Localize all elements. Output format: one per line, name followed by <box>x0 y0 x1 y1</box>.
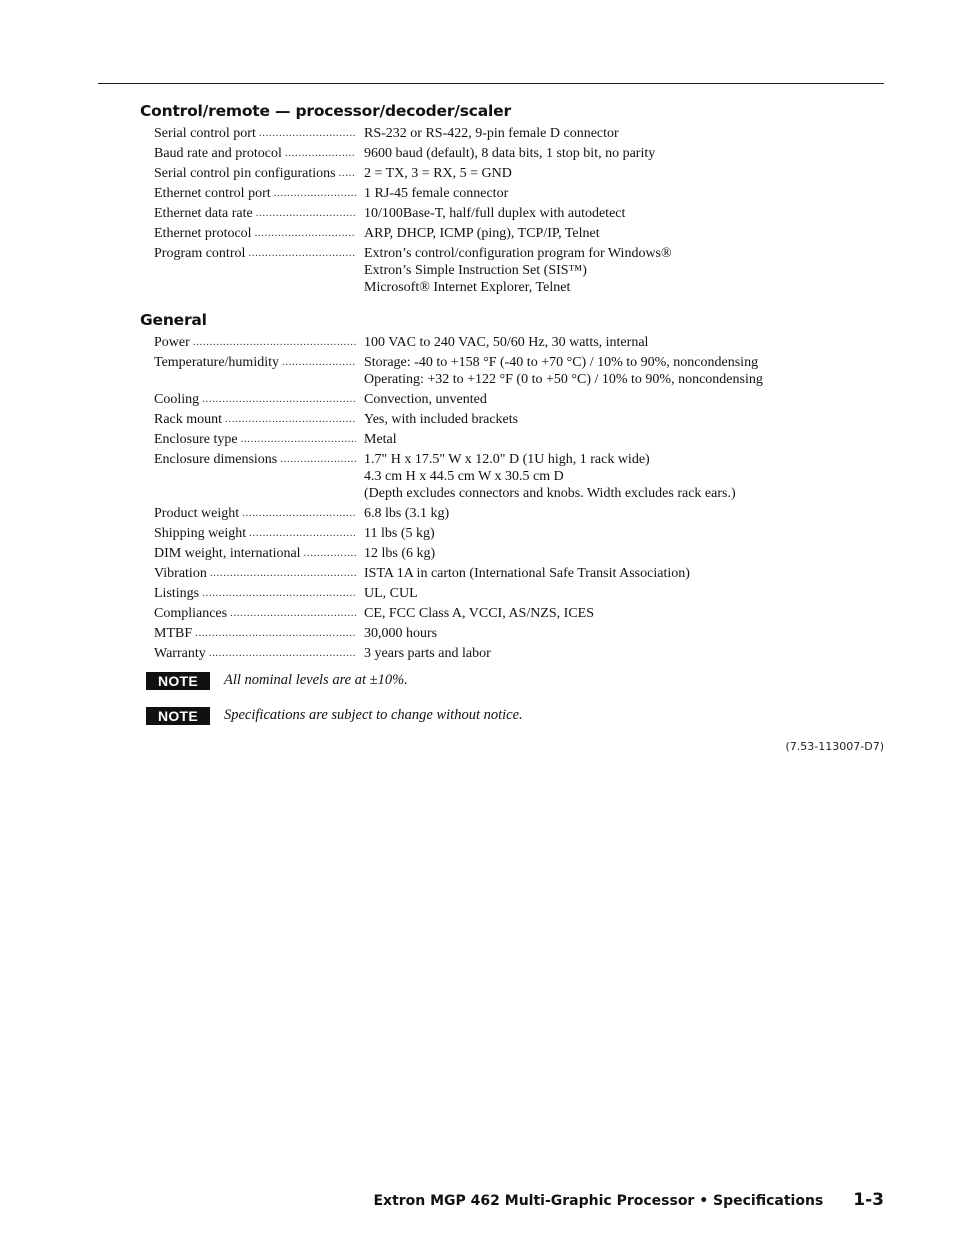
spec-label-cell <box>154 605 356 622</box>
spec-value-line: 2 = TX, 3 = RX, 5 = GND <box>364 166 512 181</box>
spec-value <box>364 205 884 222</box>
spec-label: Program control <box>154 246 246 261</box>
dot-leader <box>282 354 356 388</box>
spec-value <box>364 505 884 522</box>
spec-content <box>140 102 884 740</box>
spec-value-line: 100 VAC to 240 VAC, 50/60 Hz, 30 watts, internal <box>364 335 649 350</box>
spec-row <box>140 125 884 142</box>
spec-value <box>364 185 884 202</box>
spec-value-line: 12 lbs (6 kg) <box>364 546 436 561</box>
spec-label: Warranty <box>154 646 206 661</box>
spec-row <box>140 225 884 242</box>
spec-value-line: ARP, DHCP, ICMP (ping), TCP/IP, Telnet <box>364 226 600 241</box>
spec-label-cell <box>154 165 356 182</box>
spec-row <box>140 165 884 182</box>
dot-leader <box>280 451 356 502</box>
note-nominal-levels <box>146 670 884 690</box>
spec-value <box>364 545 884 562</box>
spec-value <box>364 125 884 142</box>
spec-value-line: 4.3 cm H x 44.5 cm W x 30.5 cm D <box>364 469 564 484</box>
spec-value-line: 9600 baud (default), 8 data bits, 1 stop bit, no parity <box>364 146 656 161</box>
spec-row <box>140 411 884 428</box>
dot-leader <box>285 145 356 162</box>
spec-label: Ethernet protocol <box>154 226 252 241</box>
spec-value <box>364 165 884 182</box>
spec-value <box>364 585 884 602</box>
spec-label-cell <box>154 354 356 388</box>
spec-value-line: Extron’s Simple Instruction Set (SIS™) <box>364 263 587 278</box>
spec-label: Temperature/humidity <box>154 355 279 370</box>
spec-value-line: ISTA 1A in carton (International Safe Transit Association) <box>364 566 690 581</box>
dot-leader <box>304 545 356 562</box>
dot-leader <box>259 125 356 142</box>
spec-value <box>364 391 884 408</box>
page-footer <box>373 1190 884 1210</box>
spec-value-line: Storage: -40 to +158 °F (-40 to +70 °C) / 10% to 90%, noncondensing <box>364 355 759 370</box>
spec-value <box>364 525 884 542</box>
spec-row <box>140 565 884 582</box>
spec-label-cell <box>154 205 356 222</box>
spec-value <box>364 411 884 428</box>
dot-leader <box>256 205 356 222</box>
dot-leader <box>274 185 356 202</box>
spec-value-line: Convection, unvented <box>364 392 487 407</box>
spec-label-cell <box>154 225 356 242</box>
spec-label-cell <box>154 585 356 602</box>
spec-label: Listings <box>154 586 200 601</box>
spec-value-line: RS-232 or RS-422, 9-pin female D connector <box>364 126 619 141</box>
dot-leader <box>255 225 356 242</box>
spec-value <box>364 645 884 662</box>
spec-value-line: 6.8 lbs (3.1 kg) <box>364 506 450 521</box>
section-title: Control/remote — processor/decoder/scaler <box>140 102 511 120</box>
dot-leader <box>242 505 356 522</box>
note-specs-change <box>146 705 884 725</box>
spec-label-cell <box>154 565 356 582</box>
spec-value <box>364 354 884 388</box>
spec-row <box>140 585 884 602</box>
spec-row <box>140 625 884 642</box>
spec-row <box>140 605 884 622</box>
spec-label-cell <box>154 505 356 522</box>
spec-value-line: Extron’s control/configuration program for Windows® <box>364 246 672 261</box>
spec-label: Ethernet control port <box>154 186 271 201</box>
spec-list <box>140 334 884 662</box>
spec-row <box>140 505 884 522</box>
note-badge: NOTE <box>146 672 210 690</box>
spec-label-cell <box>154 185 356 202</box>
spec-label: Compliances <box>154 606 228 621</box>
dot-leader <box>249 525 356 542</box>
spec-label-cell <box>154 145 356 162</box>
spec-row <box>140 245 884 296</box>
spec-value-line: Yes, with included brackets <box>364 412 519 427</box>
spec-label-cell <box>154 545 356 562</box>
spec-value <box>364 225 884 242</box>
page-number: 1-3 <box>853 1190 884 1210</box>
spec-row <box>140 334 884 351</box>
spec-row <box>140 525 884 542</box>
spec-label: Shipping weight <box>154 526 247 541</box>
spec-label-cell <box>154 431 356 448</box>
document-code: (7.53-113007-D7) <box>785 740 884 753</box>
spec-label-cell <box>154 625 356 642</box>
spec-list <box>140 125 884 296</box>
dot-leader <box>210 565 356 582</box>
note-text: All nominal levels are at ±10%. <box>224 672 408 688</box>
spec-label: Product weight <box>154 506 240 521</box>
section-title: General <box>140 311 207 329</box>
dot-leader <box>195 625 356 642</box>
spec-value-line: CE, FCC Class A, VCCI, AS/NZS, ICES <box>364 606 595 621</box>
spec-label-cell <box>154 245 356 296</box>
notes <box>140 670 884 725</box>
spec-row <box>140 431 884 448</box>
spec-value-line: 1 RJ-45 female connector <box>364 186 509 201</box>
spec-value <box>364 145 884 162</box>
spec-label-cell <box>154 645 356 662</box>
spec-label: Power <box>154 335 190 350</box>
footer-title: Extron MGP 462 Multi-Graphic Processor • Specifications <box>373 1193 824 1209</box>
spec-value-line: 10/100Base-T, half/full duplex with autodetect <box>364 206 626 221</box>
dot-leader <box>202 585 356 602</box>
spec-label: Serial control pin configurations <box>154 166 336 181</box>
spec-value <box>364 605 884 622</box>
spec-label: Cooling <box>154 392 200 407</box>
spec-value <box>364 245 884 296</box>
spec-value <box>364 451 884 502</box>
spec-value-line: 3 years parts and labor <box>364 646 491 661</box>
spec-value-line: (Depth excludes connectors and knobs. Width excludes rack ears.) <box>364 486 736 501</box>
spec-row <box>140 545 884 562</box>
spec-label: Rack mount <box>154 412 223 427</box>
spec-row <box>140 354 884 388</box>
note-badge: NOTE <box>146 707 210 725</box>
spec-row <box>140 645 884 662</box>
spec-value-line: Operating: +32 to +122 °F (0 to +50 °C) / 10% to 90%, noncondensing <box>364 372 763 387</box>
spec-label: Serial control port <box>154 126 256 141</box>
dot-leader <box>193 334 356 351</box>
section-control-remote <box>140 102 884 296</box>
spec-label-cell <box>154 334 356 351</box>
dot-leader <box>202 391 356 408</box>
spec-row <box>140 185 884 202</box>
spec-label: Enclosure type <box>154 432 238 447</box>
dot-leader <box>225 411 356 428</box>
spec-value-line: Microsoft® Internet Explorer, Telnet <box>364 280 571 295</box>
spec-label: Ethernet data rate <box>154 206 253 221</box>
dot-leader <box>248 245 356 296</box>
dot-leader <box>241 431 356 448</box>
spec-row <box>140 205 884 222</box>
spec-label: Baud rate and protocol <box>154 146 282 161</box>
spec-value-line: Metal <box>364 432 397 447</box>
spec-label: Vibration <box>154 566 207 581</box>
spec-label-cell <box>154 391 356 408</box>
spec-value-line: 1.7" H x 17.5" W x 12.0" D (1U high, 1 rack wide) <box>364 452 650 467</box>
spec-label: Enclosure dimensions <box>154 452 278 467</box>
note-text: Specifications are subject to change without notice. <box>224 707 523 723</box>
spec-label-cell <box>154 125 356 142</box>
spec-label-cell <box>154 411 356 428</box>
spec-label: DIM weight, international <box>154 546 301 561</box>
spec-row <box>140 145 884 162</box>
section-general <box>140 311 884 662</box>
spec-label-cell <box>154 451 356 502</box>
spec-value <box>364 431 884 448</box>
spec-value <box>364 334 884 351</box>
spec-value-line: UL, CUL <box>364 586 418 601</box>
spec-value-line: 11 lbs (5 kg) <box>364 526 435 541</box>
dot-leader <box>339 165 356 182</box>
dot-leader <box>209 645 356 662</box>
spec-value <box>364 565 884 582</box>
dot-leader <box>230 605 356 622</box>
spec-label: MTBF <box>154 626 193 641</box>
spec-row <box>140 391 884 408</box>
spec-row <box>140 451 884 502</box>
spec-label-cell <box>154 525 356 542</box>
spec-value-line: 30,000 hours <box>364 626 438 641</box>
top-rule <box>98 83 884 84</box>
spec-value <box>364 625 884 642</box>
